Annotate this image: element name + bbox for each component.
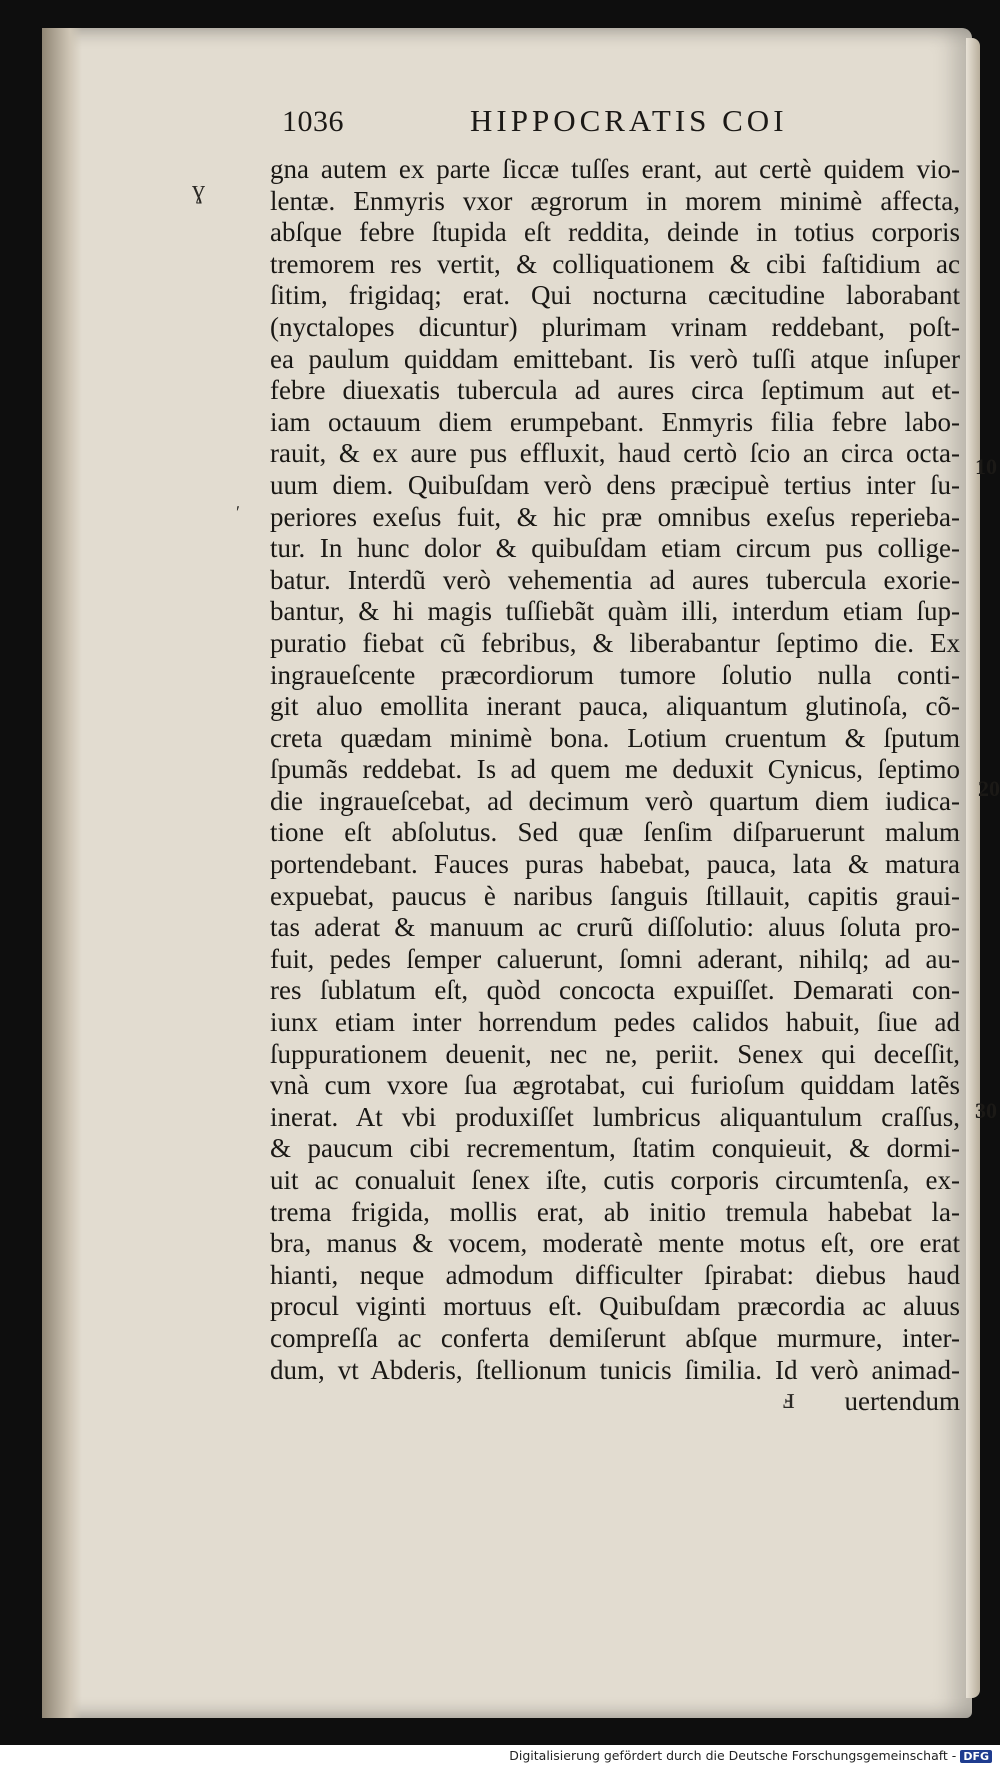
- margin-line-number: 10: [975, 454, 997, 479]
- text-line: git aluo emollita inerant pauca, aliquantum glutinoſa, cõ-: [270, 691, 960, 722]
- text-line: ſitim, frigidaq; erat. Qui nocturna cæcitudine laborabant: [270, 280, 960, 311]
- text-line: uit ac conualuit ſenex iſte, cutis corporis circumtenſa, ex-: [270, 1165, 960, 1195]
- digitization-credit: [509, 1748, 992, 1763]
- margin-line-number: 20: [978, 776, 1000, 801]
- text-line: batur. Interdũ verò vehementia ad aures tubercula exorie-: [270, 564, 960, 595]
- text-line: iunx etiam inter horrendum pedes calidos habuit, ſiue ad: [270, 1007, 960, 1038]
- page-number: 1036: [282, 105, 344, 138]
- dfg-logo: DFG: [960, 1750, 992, 1763]
- body-text: [270, 154, 960, 1418]
- text-line: ingraueſcente præcordiorum tumore ſolutio nulla conti-: [270, 659, 960, 690]
- text-line: expuebat, paucus è naribus ſanguis ſtillauit, capitis graui-: [270, 880, 960, 911]
- page-edge: [966, 38, 980, 1698]
- text-line: lentæ. Enmyris vxor ægrorum in morem minimè affecta,: [270, 185, 960, 216]
- footer: [0, 1745, 1000, 1768]
- text-line: hianti, neque admodum difficulter ſpirabat: diebus haud: [270, 1259, 960, 1290]
- text-line: ſuppurationem deuenit, nec ne, periit. Senex qui deceſſit,: [270, 1038, 960, 1069]
- text-line: iam octauum diem erumpebant. Enmyris filia febre labo-: [270, 406, 960, 437]
- text-line: ea paulum quiddam emittebant. Iis verò tuſſi atque inſuper: [270, 343, 960, 374]
- text-line: gna autem ex parte ſiccæ tuſſes erant, aut certè quidem vio-: [270, 154, 960, 184]
- text-line: compreſſa ac conferta demiſerunt abſque murmure, inter-: [270, 1322, 960, 1353]
- text-line: tione eſt abſolutus. Sed quæ ſenſim diſparuerunt malum: [270, 817, 960, 848]
- credit-text: Digitalisierung gefördert durch die Deutsche Forschungsgemeinschaft -: [509, 1748, 957, 1763]
- text-line: puratio fiebat cũ febribus, & liberabantur ſeptimo die. Ex: [270, 627, 960, 658]
- running-title: HIPPOCRATIS COI: [470, 103, 788, 138]
- text-line: uum diem. Quibuſdam verò dens præcipuè tertius inter ſu-: [270, 469, 960, 500]
- text-line: tremorem res vertit, & colliquationem & cibi faſtidium ac: [270, 248, 960, 279]
- text-line: portendebant. Fauces puras habebat, pauca, lata & matura: [270, 849, 960, 880]
- text-line: bra, manus & vocem, moderatè mente motus eſt, ore erat: [270, 1228, 960, 1259]
- page-gutter-shadow: [42, 28, 82, 1718]
- ink-speck: ʹ: [236, 502, 240, 522]
- text-line: tur. In hunc dolor & quibuſdam etiam circum pus collige-: [270, 533, 960, 564]
- ink-speck: ɣ: [192, 175, 205, 204]
- text-line: die ingraueſcebat, ad decimum verò quartum diem iudica-: [270, 785, 960, 816]
- text-line: bantur, & hi magis tuſſiebãt quàm illi, interdum etiam ſup-: [270, 596, 960, 627]
- text-line: fuit, pedes ſemper caluerunt, ſomni aderant, nihilq; ad au-: [270, 943, 960, 974]
- text-line: (nyctalopes dicuntur) plurimam vrinam reddebant, poſt-: [270, 311, 960, 342]
- text-line: creta quædam minimè bona. Lotium cruentum & ſputum: [270, 722, 960, 753]
- margin-line-number: 30: [975, 1098, 997, 1123]
- text-line: vnà cum vxore ſua ægrotabat, cui furioſum quiddam latẽs: [270, 1070, 960, 1101]
- text-line: abſque febre ſtupida eſt reddita, deinde in totius corporis: [270, 217, 960, 248]
- text-line: ſpumãs reddebat. Is ad quem me deduxit Cynicus, ſeptimo: [270, 754, 960, 785]
- text-line: dum, vt Abderis, ſtellionum tunicis ſimilia. Id verò animad-: [270, 1354, 960, 1385]
- text-line: tas aderat & manuum ac crurũ diſſolutio: aluus ſoluta pro-: [270, 912, 960, 943]
- text-line: febre diuexatis tubercula ad aures circa ſeptimum aut et-: [270, 375, 960, 406]
- text-line: trema frigida, mollis erat, ab initio tremula habebat la-: [270, 1196, 960, 1227]
- page-header: [0, 105, 1000, 145]
- ink-speck: ⅎ: [782, 1382, 795, 1415]
- text-line: & paucum cibi recrementum, ſtatim conquieuit, & dormi-: [270, 1133, 960, 1164]
- text-line: rauit, & ex aure pus effluxit, haud certò ſcio an circa octa-: [270, 438, 960, 469]
- text-line: inerat. At vbi produxiſſet lumbricus aliquantulum craſſus,: [270, 1101, 960, 1132]
- text-line: procul viginti mortuus eſt. Quibuſdam præcordia ac aluus: [270, 1291, 960, 1322]
- text-line: res ſublatum eſt, quòd concocta expuiſſet. Demarati con-: [270, 975, 960, 1006]
- text-line: periores exeſus fuit, & hic præ omnibus exeſus reperieba-: [270, 501, 960, 532]
- catchword: uertendum: [844, 1386, 960, 1417]
